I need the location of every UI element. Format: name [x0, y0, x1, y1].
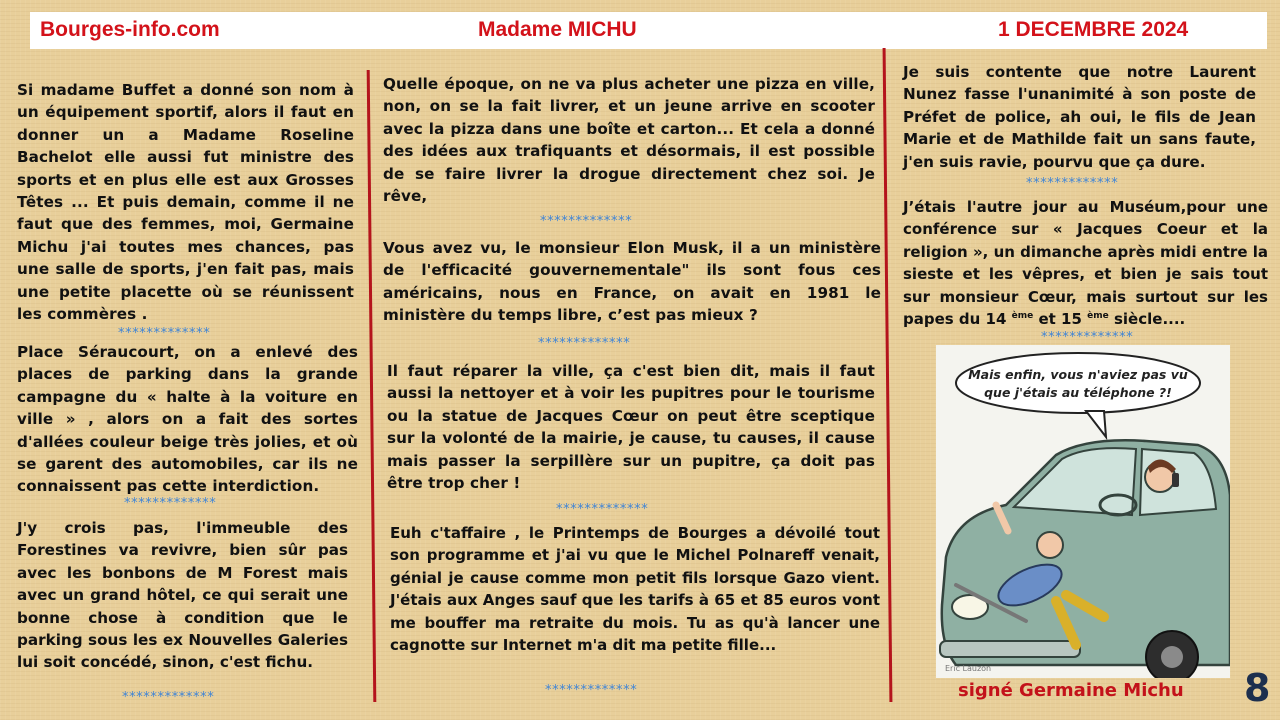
- article-museum-conference: J’étais l'autre jour au Muséum,pour une conférence sur « Jacques Coeur et la religion », un dimanche après midi entre la sieste et les vêpres, et bien je sais tout sur monsieur Cœur, mais surtout sur les papes du 14 $^{ème}$ et 15 $^{ème}$ siècle....: [903, 198, 1268, 329]
- signature: signé Germaine Michu: [958, 680, 1184, 701]
- article-buffet-bachelot: Si madame Buffet a donné son nom à un équipement sportif, alors il faut en donner un a Madame Roseline Bachelot elle aussi fut ministre des sports et en plus elle est aux Grosses Têtes ... Et puis demain, comme il ne faut que des femmes, moi, Germaine Michu j'ai toutes mes chances, pas une salle de sports, j'en fait pas, mais une petite placette où se réunissent les commères .: [17, 81, 354, 324]
- site-name: Bourges-info.com: [40, 18, 220, 41]
- separator: *************: [556, 502, 649, 517]
- article-elon-musk: Vous avez vu, le monsieur Elon Musk, il a un ministère de l'efficacité gouvernementale" ils sont fous ces américains, nous en France, on avait en 1981 le ministère du temps libre, c’est pas mieux ?: [383, 239, 881, 325]
- article-repair-city: Il faut réparer la ville, ça c'est bien dit, mais il faut aussi la nettoyer et à voir les pupitres pour le tourisme ou la statue de Jacques Cœur on peut être sceptique sur la volonté de la mairie, je cause, tu causes, il cause mais passer la serpillère sur un pupitre, ça doit pas être trop cher !: [387, 362, 875, 493]
- separator: *************: [118, 326, 211, 341]
- article-printemps-bourges: Euh c'taffaire , le Printemps de Bourges a dévoilé tout son programme et j'ai vu que le Michel Polnareff venait, génial je cause comme mon petit fils lorsque Gazo vient. J'étais aux Anges sauf que les tarifs à 65 et 85 euros vont me bouffer ma retraite du mois. Tu as qu'à lancer une cagnotte sur Internet m'a dit ma petite fille...: [390, 524, 880, 655]
- separator: *************: [122, 690, 215, 705]
- page-number: 8: [1244, 666, 1271, 710]
- article-laurent-nunez: Je suis contente que notre Laurent Nunez fasse l'unanimité à son poste de Préfet de police, ah oui, le fils de Jean Marie et de Mathilde fait un sans faute, j'en suis ravie, pourvu que ça dure.: [903, 63, 1256, 171]
- separator: *************: [538, 336, 631, 351]
- bubble-line-1: Mais enfin, vous n'aviez pas vu: [968, 367, 1188, 382]
- column-divider-right: [883, 48, 893, 702]
- article-place-seraucourt: Place Séraucourt, on a enlevé des places de parking dans la grande campagne du « halte à la voiture en ville » , alors on a fait des sortes d'allées couleur beige très jolies, et où se garent des automobiles, car ils ne connaissent pas cette interdiction.: [17, 343, 358, 496]
- separator: *************: [124, 496, 217, 511]
- separator: *************: [1026, 176, 1119, 191]
- bubble-line-2: que j'étais au téléphone ?!: [984, 385, 1172, 400]
- separator: *************: [545, 683, 638, 698]
- article-forestines: J'y crois pas, l'immeuble des Forestines va revivre, bien sûr pas avec les bonbons de M Forest mais avec un grand hôtel, ce qui serait une bonne chose à condition que le parking sous les ex Nouvelles Galeries lui soit concédé, sinon, c'est fichu.: [17, 519, 348, 672]
- issue-date: 1 DECEMBRE 2024: [998, 18, 1189, 41]
- superscript-eme: ème: [1087, 311, 1109, 322]
- article-pizza-delivery: Quelle époque, on ne va plus acheter une pizza en ville, non, on se la fait livrer, et un jeune arrive en scooter avec la pizza dans une boîte et carton... Et cela a donné des idées aux trafiquants et désormais, il est possible de se faire livrer la drogue directement chez soi. Je rêve,: [383, 75, 875, 206]
- header-bar: [30, 12, 1267, 49]
- superscript-eme: ème: [1011, 311, 1034, 322]
- cartoon-credit: Eric Lauzon: [945, 664, 992, 673]
- cartoon-drawing: [936, 345, 1230, 678]
- separator: *************: [1041, 330, 1134, 345]
- column-divider-left: [367, 70, 377, 702]
- page-title: Madame MICHU: [478, 18, 637, 41]
- separator: *************: [540, 214, 633, 229]
- cartoon-illustration: [936, 345, 1230, 678]
